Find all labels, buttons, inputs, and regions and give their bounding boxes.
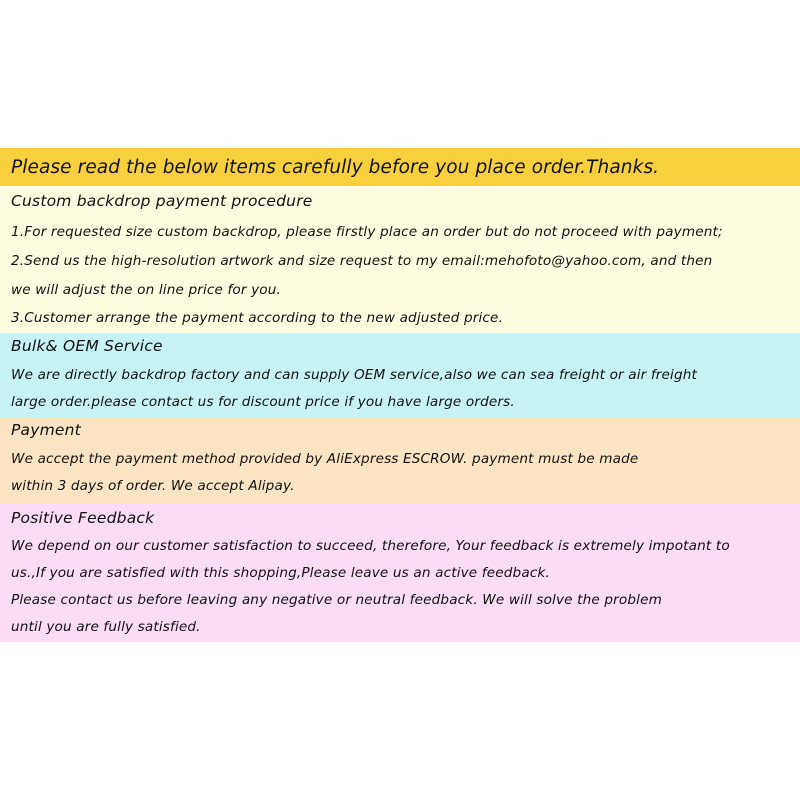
section-line: we will adjust the on line price for you. xyxy=(11,282,282,298)
section-title: Payment xyxy=(11,421,81,439)
section-title: Custom backdrop payment procedure xyxy=(11,192,313,210)
section-line: We are directly backdrop factory and can supply OEM service,also we can sea freight or air freight xyxy=(11,367,698,383)
section-line: within 3 days of order. We accept Alipay. xyxy=(11,478,295,494)
section-positive-feedback xyxy=(0,504,800,642)
section-custom-backdrop-payment xyxy=(0,186,800,333)
section-title: Bulk& OEM Service xyxy=(11,337,163,355)
section-line: Please contact us before leaving any negative or neutral feedback. We will solve the problem xyxy=(11,592,662,608)
section-bulk-oem-service xyxy=(0,333,800,417)
notice-banner xyxy=(0,148,800,186)
section-line: large order.please contact us for discount price if you have large orders. xyxy=(11,394,515,410)
section-payment xyxy=(0,417,800,504)
banner-text: Please read the below items carefully before you place order.Thanks. xyxy=(11,157,660,178)
section-line: 2.Send us the high-resolution artwork and size request to my email:mehofoto@yahoo.com, and then xyxy=(11,253,713,269)
section-line: us.,If you are satisfied with this shopping,Please leave us an active feedback. xyxy=(11,565,550,581)
section-line: 1.For requested size custom backdrop, please firstly place an order but do not proceed with payment; xyxy=(11,224,723,240)
section-title: Positive Feedback xyxy=(11,509,155,527)
section-line: We accept the payment method provided by AliExpress ESCROW. payment must be made xyxy=(11,451,639,467)
section-line: We depend on our customer satisfaction to succeed, therefore, Your feedback is extremely impotant to xyxy=(11,538,730,554)
section-line: until you are fully satisfied. xyxy=(11,619,201,635)
section-line: 3.Customer arrange the payment according to the new adjusted price. xyxy=(11,310,504,326)
